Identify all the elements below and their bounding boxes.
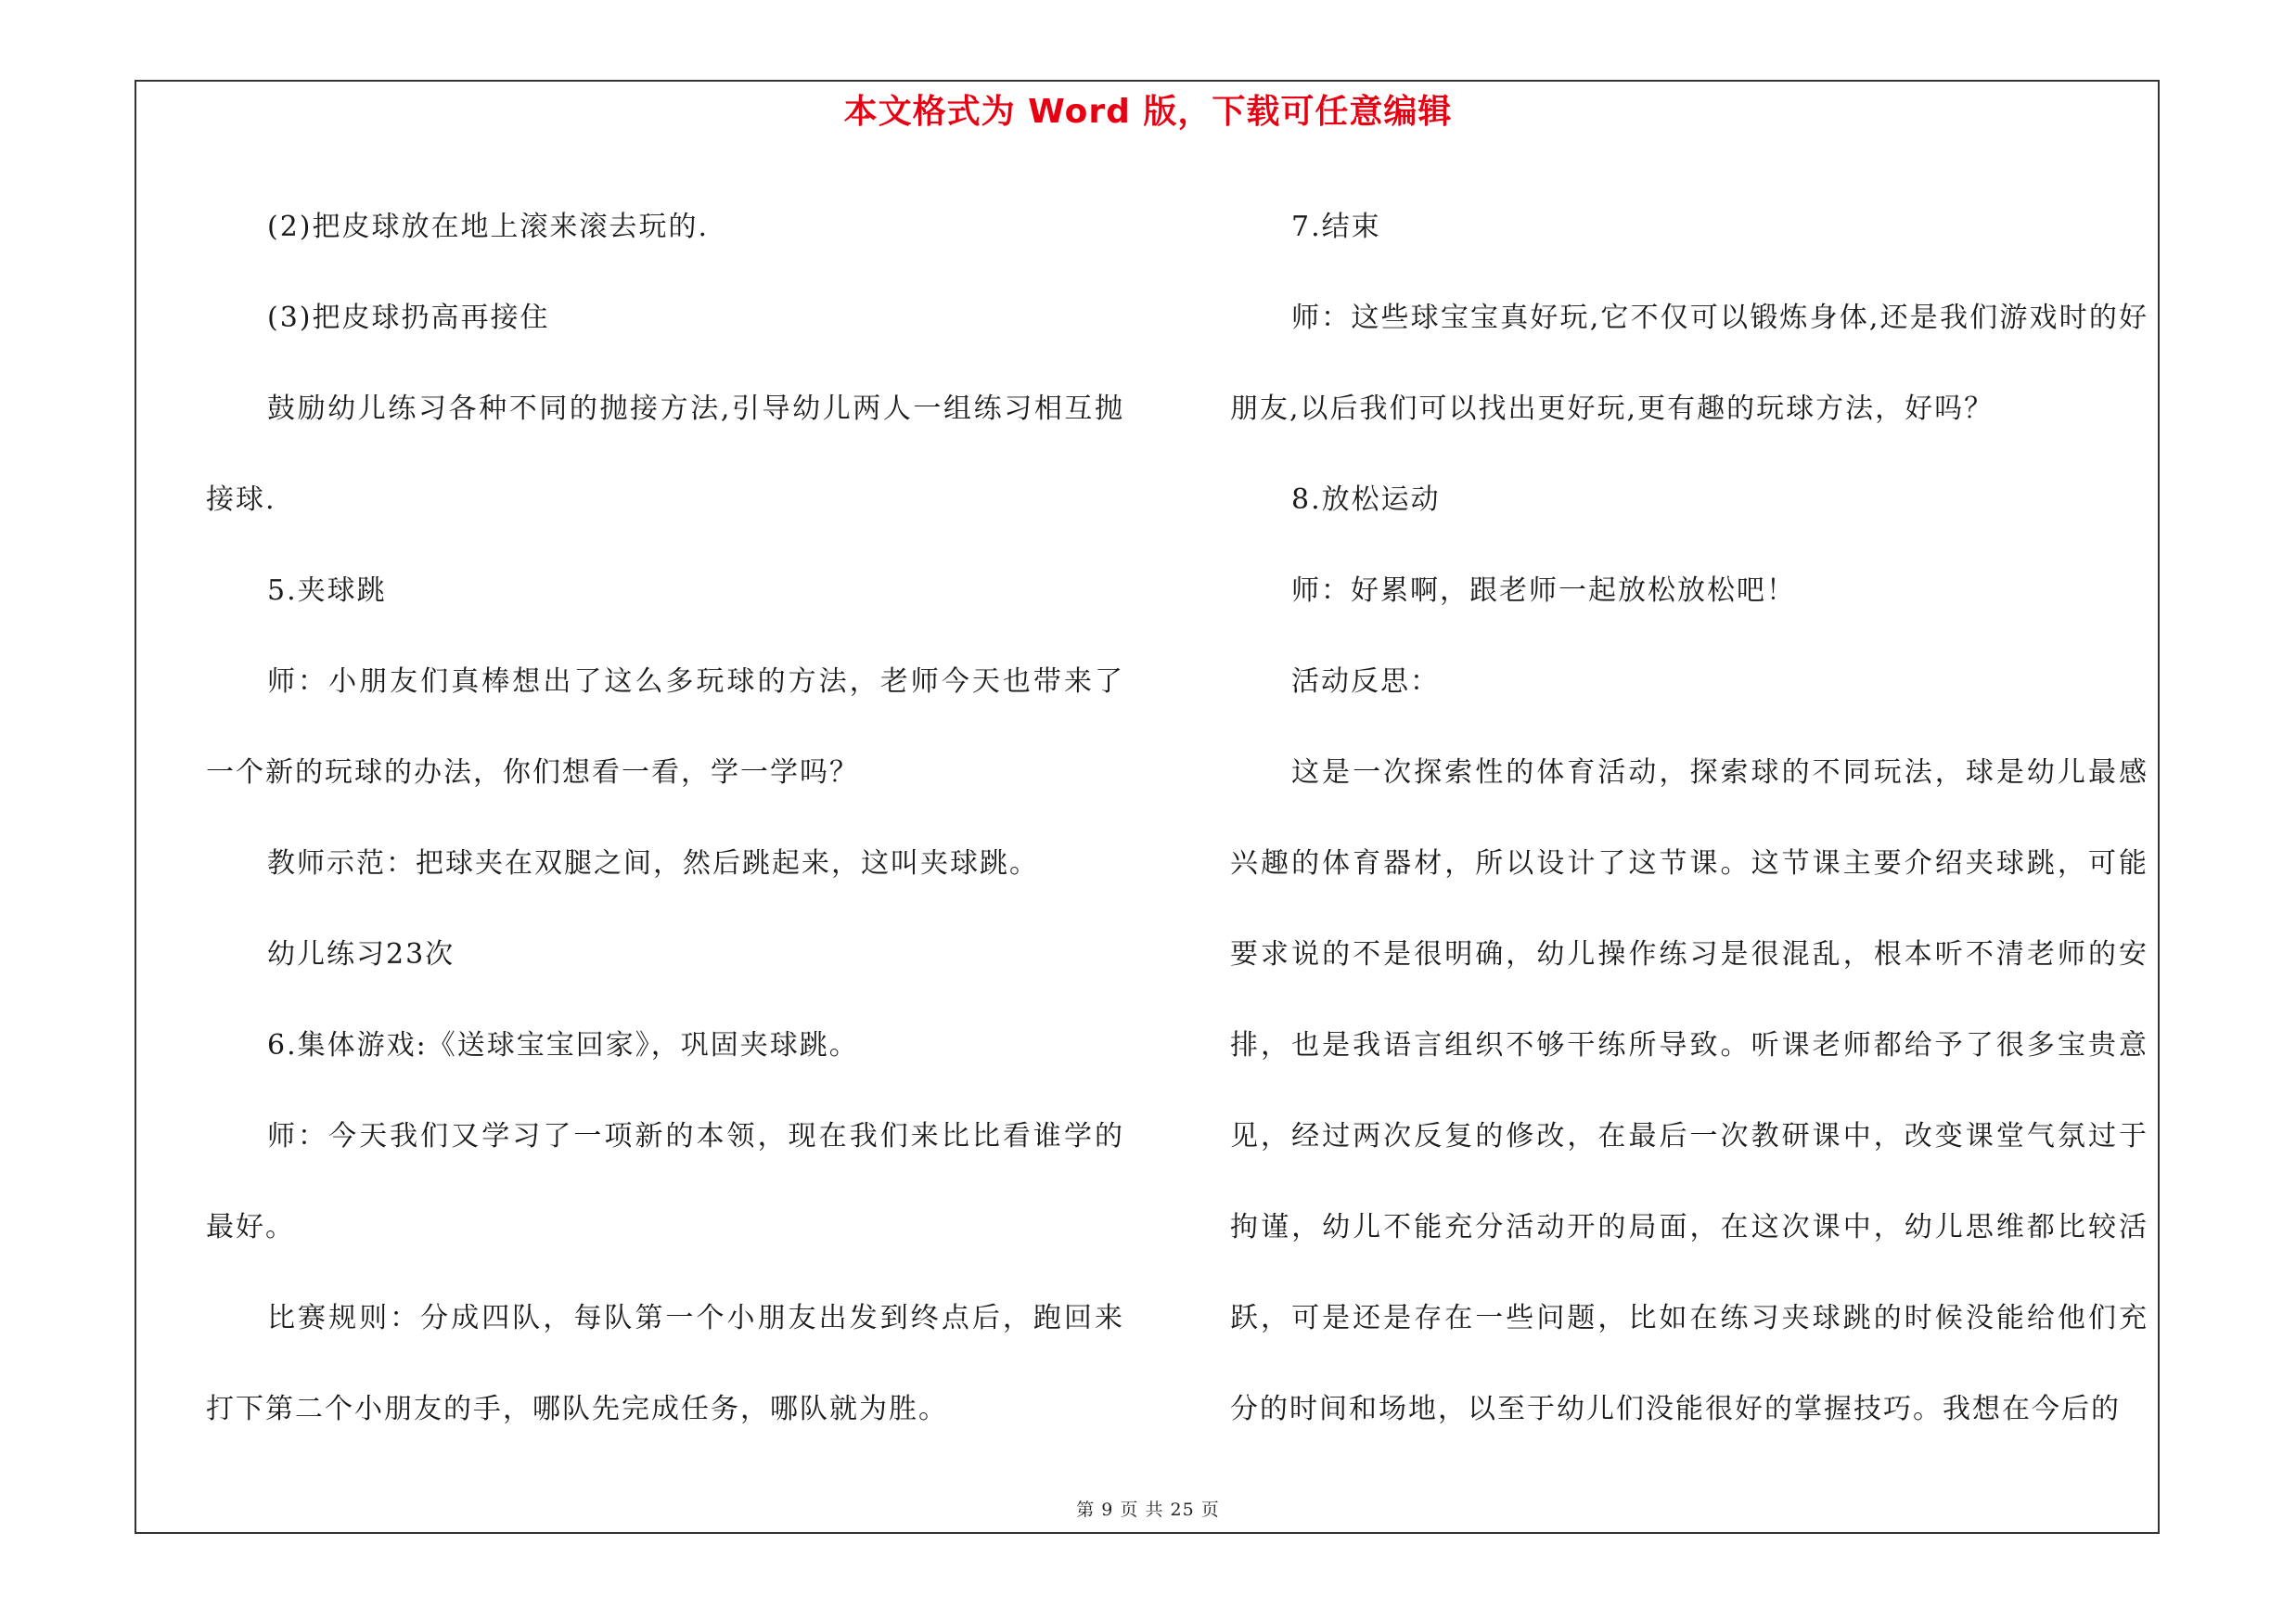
paragraph: 比赛规则：分成四队，每队第一个小朋友出发到终点后，跑回来打下第二个小朋友的手，哪队先完成任务，哪队就为胜。 [206, 1302, 1124, 1425]
section-heading: 7.结束 [1291, 211, 1381, 243]
paragraph: (3)把皮球扔高再接住 [267, 302, 550, 334]
section-heading: 6.集体游戏:《送球宝宝回家》，巩固夹球跳。 [267, 1029, 859, 1062]
paragraph: 师：小朋友们真棒想出了这么多玩球的方法，老师今天也带来了一个新的玩球的办法，你们想看一看，学一学吗？ [206, 665, 1124, 789]
paragraph: 师：今天我们又学习了一项新的本领，现在我们来比比看谁学的最好。 [206, 1120, 1124, 1243]
right-text-column [1230, 182, 2148, 1455]
page-number: 第 9 页 共 25 页 [1076, 1500, 1220, 1520]
paragraph: 师：这些球宝宝真好玩,它不仅可以锻炼身体,还是我们游戏时的好朋友,以后我们可以找出更好玩,更有趣的玩球方法，好吗？ [1230, 302, 2148, 425]
paragraph: (2)把皮球放在地上滚来滚去玩的. [267, 211, 710, 243]
section-heading: 活动反思： [1291, 665, 1440, 698]
paragraph: 这是一次探索性的体育活动，探索球的不同玩法，球是幼儿最感兴趣的体育器材，所以设计了这节课。这节课主要介绍夹球跳，可能要求说的不是很明确，幼儿操作练习是很混乱，根本听不清老师的安排，也是我语言组织不够干练所导致。听课老师都给予了很多宝贵意见，经过两次反复的修改，在最后一次教研课中，改变课堂气氛过于拘谨，幼儿不能充分活动开的局面，在这次课中，幼儿思维都比较活跃，可是还是存在一些问题，比如在练习夹球跳的时候没能给他们充分的时间和场地，以至于幼儿们没能很好的掌握技巧。我想在今后的 [1230, 756, 2148, 1425]
left-text-column [206, 182, 1124, 1455]
section-heading: 8.放松运动 [1291, 483, 1441, 516]
format-notice-banner: 本文格式为 Word 版，下载可任意编辑 [843, 93, 1453, 131]
paragraph: 鼓励幼儿练习各种不同的抛接方法,引导幼儿两人一组练习相互抛接球. [206, 393, 1124, 516]
paragraph: 教师示范：把球夹在双腿之间，然后跳起来，这叫夹球跳。 [267, 847, 1039, 880]
paragraph: 师：好累啊，跟老师一起放松放松吧！ [1291, 574, 1796, 607]
paragraph: 幼儿练习23次 [267, 938, 455, 971]
section-heading: 5.夹球跳 [267, 574, 387, 607]
